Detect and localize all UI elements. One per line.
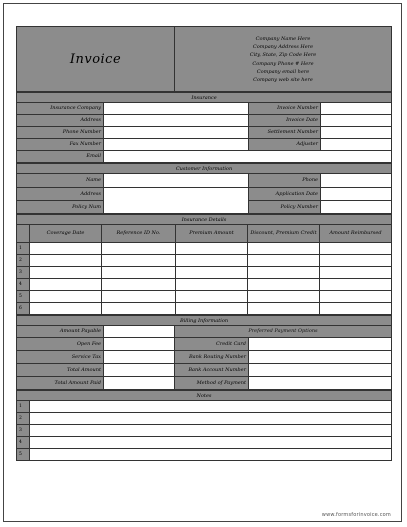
phone-number-label: Phone Number	[17, 127, 104, 139]
table-cell[interactable]	[30, 243, 102, 255]
row-number: 3	[17, 267, 30, 279]
notes-row	[17, 425, 392, 437]
table-row	[17, 279, 392, 291]
table-cell[interactable]	[102, 303, 176, 315]
table-cell[interactable]	[248, 279, 320, 291]
table-cell[interactable]	[248, 267, 320, 279]
table-cell[interactable]	[176, 303, 248, 315]
policy-number-label: Policy Number	[249, 201, 321, 214]
bank-account-label: Bank Account Number	[175, 364, 249, 377]
row-number: 6	[17, 303, 30, 315]
notes-row	[17, 449, 392, 461]
company-website: Company web site here	[253, 76, 313, 83]
notes-row-number: 4	[17, 437, 30, 449]
notes-row	[17, 401, 392, 413]
insurance-section-title: Insurance	[17, 93, 392, 103]
notes-row	[17, 413, 392, 425]
details-section-title: Insurance Details	[17, 215, 392, 225]
row-number: 4	[17, 279, 30, 291]
table-cell[interactable]	[176, 267, 248, 279]
table-cell[interactable]	[102, 255, 176, 267]
row-number: 2	[17, 255, 30, 267]
row-number: 1	[17, 243, 30, 255]
company-email: Company email here	[256, 68, 310, 75]
customer-address-label: Address	[17, 188, 104, 201]
adjuster-field[interactable]	[321, 139, 392, 151]
customer-phone-label: Phone	[249, 174, 321, 188]
open-fee-label: Open Fee	[17, 338, 104, 351]
invoice-title: Invoice	[17, 27, 175, 92]
table-cell[interactable]	[102, 291, 176, 303]
settlement-number-field[interactable]	[321, 127, 392, 139]
invoice-date-field[interactable]	[321, 115, 392, 127]
phone-number-field[interactable]	[104, 127, 249, 139]
amount-payable-label: Amount Payable	[17, 326, 104, 338]
table-cell[interactable]	[102, 243, 176, 255]
table-cell[interactable]	[30, 303, 102, 315]
notes-row-number: 5	[17, 449, 30, 461]
table-row	[17, 243, 392, 255]
row-number-header	[17, 225, 30, 243]
fax-number-field[interactable]	[104, 139, 249, 151]
insurance-section	[16, 92, 392, 163]
address-field[interactable]	[104, 115, 249, 127]
credit-card-label: Credit Card	[175, 338, 249, 351]
application-date-label: Application Date	[249, 188, 321, 201]
table-cell[interactable]	[320, 303, 392, 315]
invoice-number-field[interactable]	[321, 103, 392, 115]
settlement-number-label: Settlement Number	[249, 127, 321, 139]
table-cell[interactable]	[30, 255, 102, 267]
payment-method-label: Method of Payment	[175, 377, 249, 390]
notes-row-number: 1	[17, 401, 30, 413]
billing-section	[16, 315, 392, 390]
customer-section-title: Customer Information	[17, 164, 392, 174]
table-cell[interactable]	[30, 291, 102, 303]
insurance-details-table	[16, 214, 392, 315]
customer-name-label: Name	[17, 174, 104, 188]
table-cell[interactable]	[248, 303, 320, 315]
payment-options-title: Preferred Payment Options	[175, 326, 392, 338]
footer-website: www.formsforinvoice.com	[321, 512, 391, 518]
company-city: City, State, Zip Code Here	[249, 52, 317, 59]
table-cell[interactable]	[320, 255, 392, 267]
invoice-header	[16, 26, 392, 92]
table-cell[interactable]	[176, 291, 248, 303]
insurance-company-label: Insurance Company	[17, 103, 104, 115]
company-address: Company Address Here	[252, 44, 314, 51]
notes-row-number: 3	[17, 425, 30, 437]
table-cell[interactable]	[30, 267, 102, 279]
customer-name-field[interactable]	[104, 174, 249, 188]
company-phone: Company Phone # Here	[252, 60, 314, 67]
column-header: Amount Reimbursed	[320, 225, 392, 243]
open-fee-field[interactable]	[104, 338, 175, 351]
total-paid-label: Total Amount Paid	[17, 377, 104, 390]
table-cell[interactable]	[102, 279, 176, 291]
notes-row	[17, 437, 392, 449]
policy-num-label: Policy Num	[17, 201, 104, 214]
table-row	[17, 303, 392, 315]
total-paid-field[interactable]	[104, 377, 175, 390]
email-label: Email	[17, 151, 104, 163]
fax-number-label: Fax Number	[17, 139, 104, 151]
bank-routing-field[interactable]	[249, 351, 392, 364]
notes-line[interactable]	[30, 425, 392, 437]
customer-address-field[interactable]	[104, 188, 249, 214]
table-cell[interactable]	[320, 243, 392, 255]
credit-card-field[interactable]	[249, 338, 392, 351]
billing-section-title: Billing Information	[17, 316, 392, 326]
table-cell[interactable]	[248, 255, 320, 267]
column-header: Coverage Date	[30, 225, 102, 243]
bank-account-field[interactable]	[249, 364, 392, 377]
table-cell[interactable]	[102, 267, 176, 279]
address-label: Address	[17, 115, 104, 127]
company-info	[175, 27, 392, 92]
table-cell[interactable]	[320, 291, 392, 303]
table-cell[interactable]	[176, 279, 248, 291]
application-date-field[interactable]	[321, 188, 392, 201]
table-cell[interactable]	[176, 255, 248, 267]
table-cell[interactable]	[176, 243, 248, 255]
total-amount-label: Total Amount	[17, 364, 104, 377]
column-header: Reference ID No.	[102, 225, 176, 243]
invoice-date-label: Invoice Date	[249, 115, 321, 127]
company-name: Company Name Here	[255, 35, 311, 42]
table-row	[17, 255, 392, 267]
table-cell[interactable]	[30, 279, 102, 291]
notes-row-number: 2	[17, 413, 30, 425]
notes-line[interactable]	[30, 401, 392, 413]
insurance-company-field[interactable]	[104, 103, 249, 115]
service-tax-label: Service Tax	[17, 351, 104, 364]
payment-method-field[interactable]	[249, 377, 392, 390]
table-cell[interactable]	[320, 279, 392, 291]
service-tax-field[interactable]	[104, 351, 175, 364]
table-row	[17, 291, 392, 303]
adjuster-label: Adjuster	[249, 139, 321, 151]
table-row	[17, 267, 392, 279]
customer-phone-field[interactable]	[321, 174, 392, 188]
invoice-form	[16, 26, 391, 461]
notes-line[interactable]	[30, 449, 392, 461]
invoice-number-label: Invoice Number	[249, 103, 321, 115]
email-field[interactable]	[104, 151, 392, 163]
invoice-page	[3, 3, 402, 522]
amount-payable-field[interactable]	[104, 326, 175, 338]
notes-line[interactable]	[30, 413, 392, 425]
column-header: Premium Amount	[176, 225, 248, 243]
row-number: 5	[17, 291, 30, 303]
customer-section	[16, 163, 392, 214]
notes-section	[16, 390, 392, 461]
bank-routing-label: Bank Routing Number	[175, 351, 249, 364]
table-cell[interactable]	[320, 267, 392, 279]
table-cell[interactable]	[248, 291, 320, 303]
total-amount-field[interactable]	[104, 364, 175, 377]
table-cell[interactable]	[248, 243, 320, 255]
column-header: Discount, Premium Credit	[248, 225, 320, 243]
notes-section-title: Notes	[17, 391, 392, 401]
policy-number-field[interactable]	[321, 201, 392, 214]
notes-line[interactable]	[30, 437, 392, 449]
